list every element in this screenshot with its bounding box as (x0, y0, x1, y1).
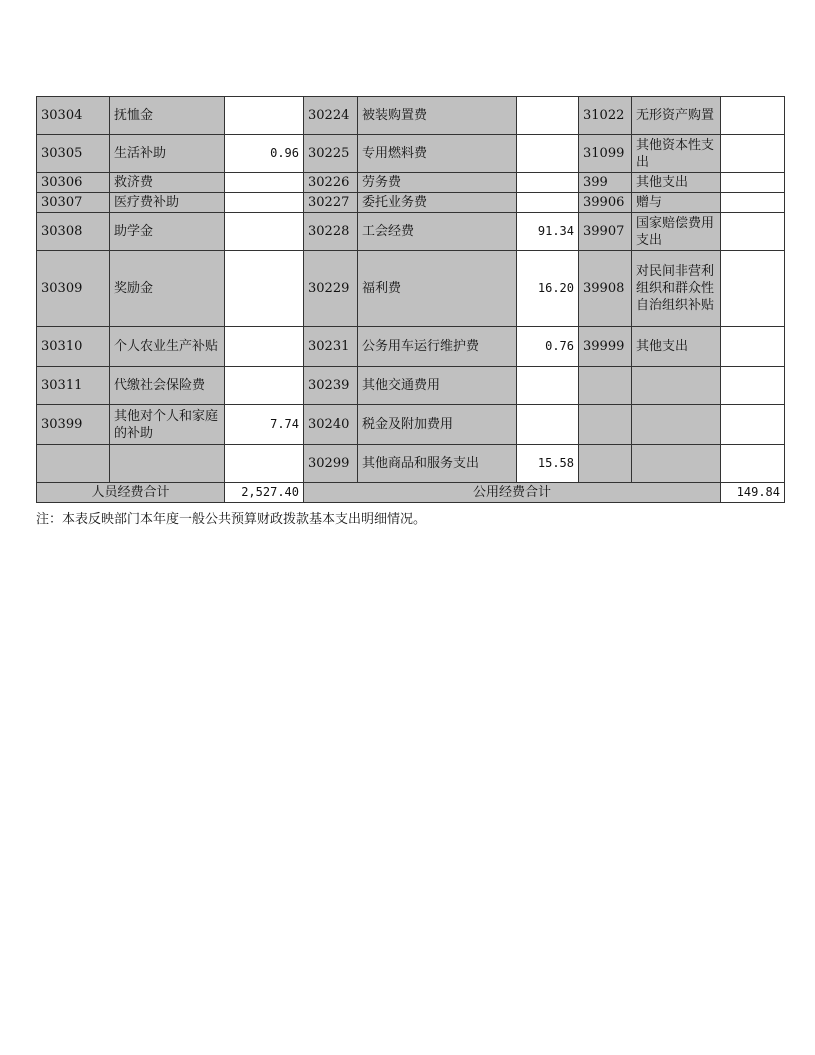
public-item-name: 其他交通费用 (358, 367, 517, 405)
public-item-name: 委托业务费 (358, 193, 517, 213)
public-item-name: 福利费 (358, 251, 517, 327)
personnel-code: 30306 (37, 173, 110, 193)
public-total-value: 149.84 (721, 483, 785, 503)
public-total-label: 公用经费合计 (304, 483, 721, 503)
public-item-name: 其他商品和服务支出 (358, 445, 517, 483)
public-amount (517, 405, 579, 445)
other-amount (721, 135, 785, 173)
table-body (37, 97, 785, 503)
public-code: 30227 (304, 193, 358, 213)
public-amount: 15.58 (517, 445, 579, 483)
public-item-name: 公务用车运行维护费 (358, 327, 517, 367)
other-item-name: 其他支出 (632, 327, 721, 367)
table-row (37, 97, 785, 135)
table-row (37, 251, 785, 327)
other-code (579, 405, 632, 445)
table-row (37, 327, 785, 367)
public-amount: 91.34 (517, 213, 579, 251)
other-code (579, 445, 632, 483)
other-item-name (632, 405, 721, 445)
other-code: 31022 (579, 97, 632, 135)
personnel-amount (225, 97, 304, 135)
personnel-item-name (110, 445, 225, 483)
public-item-name: 专用燃料费 (358, 135, 517, 173)
public-amount (517, 367, 579, 405)
personnel-total-label: 人员经费合计 (37, 483, 225, 503)
public-amount (517, 193, 579, 213)
table-row (37, 445, 785, 483)
other-amount (721, 193, 785, 213)
other-amount (721, 367, 785, 405)
other-item-name (632, 445, 721, 483)
personnel-item-name: 抚恤金 (110, 97, 225, 135)
personnel-amount: 7.74 (225, 405, 304, 445)
personnel-amount (225, 445, 304, 483)
public-code: 30224 (304, 97, 358, 135)
public-code: 30225 (304, 135, 358, 173)
other-amount (721, 251, 785, 327)
public-code: 30226 (304, 173, 358, 193)
table-row (37, 405, 785, 445)
other-item-name: 国家赔偿费用支出 (632, 213, 721, 251)
personnel-code: 30399 (37, 405, 110, 445)
public-item-name: 工会经费 (358, 213, 517, 251)
public-amount (517, 97, 579, 135)
other-amount (721, 445, 785, 483)
other-code: 399 (579, 173, 632, 193)
personnel-item-name: 救济费 (110, 173, 225, 193)
other-code: 39999 (579, 327, 632, 367)
table-row (37, 213, 785, 251)
personnel-code: 30310 (37, 327, 110, 367)
totals-row (37, 483, 785, 503)
personnel-code: 30308 (37, 213, 110, 251)
other-item-name: 对民间非营利组织和群众性自治组织补贴 (632, 251, 721, 327)
public-code: 30228 (304, 213, 358, 251)
personnel-amount (225, 251, 304, 327)
table-row (37, 173, 785, 193)
other-code: 39906 (579, 193, 632, 213)
other-code (579, 367, 632, 405)
public-code: 30229 (304, 251, 358, 327)
public-amount (517, 173, 579, 193)
expenditure-detail-sheet (36, 96, 784, 503)
public-code: 30299 (304, 445, 358, 483)
personnel-code (37, 445, 110, 483)
table-row (37, 193, 785, 213)
personnel-code: 30304 (37, 97, 110, 135)
public-amount: 0.76 (517, 327, 579, 367)
personnel-item-name: 助学金 (110, 213, 225, 251)
other-item-name: 其他资本性支出 (632, 135, 721, 173)
personnel-item-name: 其他对个人和家庭的补助 (110, 405, 225, 445)
personnel-item-name: 代缴社会保险费 (110, 367, 225, 405)
personnel-item-name: 个人农业生产补贴 (110, 327, 225, 367)
personnel-amount (225, 193, 304, 213)
personnel-amount (225, 173, 304, 193)
other-amount (721, 97, 785, 135)
other-item-name (632, 367, 721, 405)
other-code: 31099 (579, 135, 632, 173)
other-amount (721, 173, 785, 193)
personnel-code: 30311 (37, 367, 110, 405)
public-amount (517, 135, 579, 173)
other-code: 39908 (579, 251, 632, 327)
other-amount (721, 213, 785, 251)
personnel-code: 30307 (37, 193, 110, 213)
personnel-item-name: 奖励金 (110, 251, 225, 327)
public-code: 30231 (304, 327, 358, 367)
public-item-name: 劳务费 (358, 173, 517, 193)
other-item-name: 无形资产购置 (632, 97, 721, 135)
other-amount (721, 327, 785, 367)
personnel-amount: 0.96 (225, 135, 304, 173)
other-code: 39907 (579, 213, 632, 251)
personnel-total-value: 2,527.40 (225, 483, 304, 503)
personnel-code: 30305 (37, 135, 110, 173)
public-code: 30239 (304, 367, 358, 405)
personnel-amount (225, 367, 304, 405)
personnel-code: 30309 (37, 251, 110, 327)
public-item-name: 被装购置费 (358, 97, 517, 135)
other-item-name: 赠与 (632, 193, 721, 213)
personnel-item-name: 医疗费补助 (110, 193, 225, 213)
public-item-name: 税金及附加费用 (358, 405, 517, 445)
other-item-name: 其他支出 (632, 173, 721, 193)
table-row (37, 367, 785, 405)
other-amount (721, 405, 785, 445)
public-code: 30240 (304, 405, 358, 445)
table-footnote: 注：本表反映部门本年度一般公共预算财政拨款基本支出明细情况。 (36, 512, 427, 527)
personnel-amount (225, 327, 304, 367)
table-row (37, 135, 785, 173)
public-amount: 16.20 (517, 251, 579, 327)
expenditure-detail-table (36, 96, 785, 503)
personnel-item-name: 生活补助 (110, 135, 225, 173)
personnel-amount (225, 213, 304, 251)
